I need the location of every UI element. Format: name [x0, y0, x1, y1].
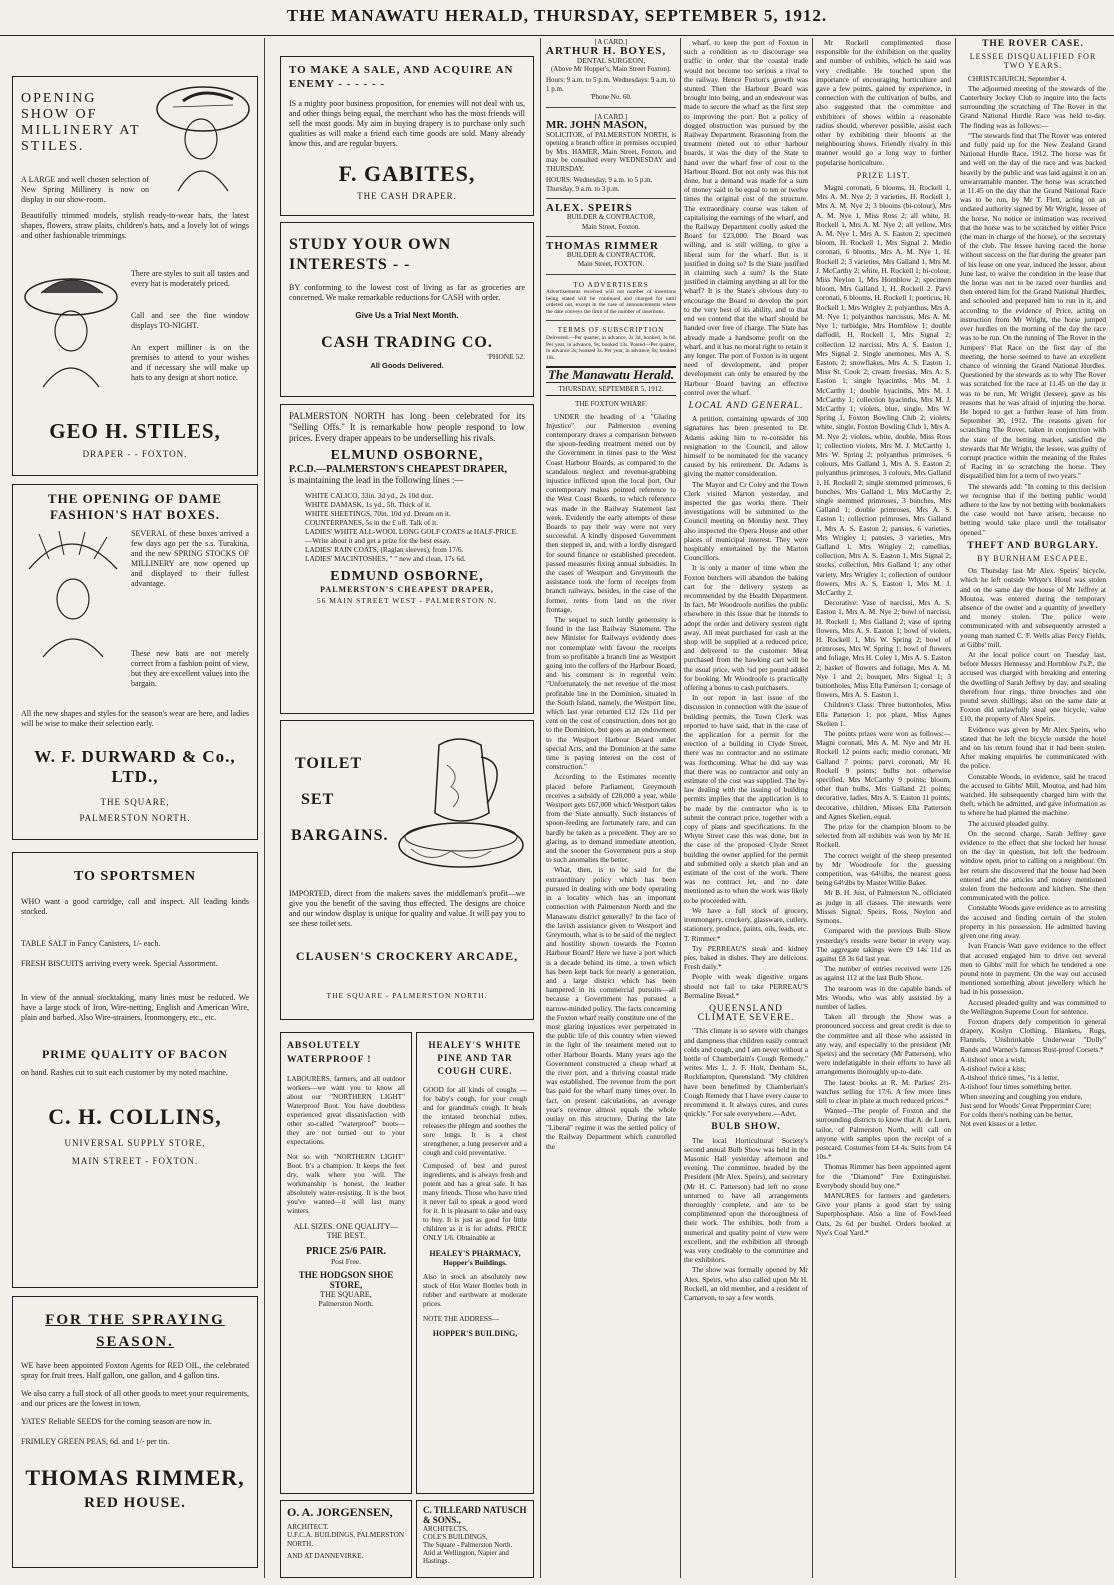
prize-paragraph: Children's Class: Three buttonholes, Miss Ella Patterson 1; pot plant, Miss Agnes Skelien 1.	[816, 700, 951, 728]
prize-paragraph: The correct weight of the sheep presented by Mr Woodroofe for the guessing competition, was 64¼lbs, the nearest guess being 64½lbs by Master Willie Baker.	[816, 850, 951, 888]
local-paragraph: The Mayor and Cr Coley and the Town Clerk visited Marton yesterday, and inspected the gas works there. Their investigations will be submitted to the Council meeting on Monday next. They also inspected the Opera House and other places of municipal interest. They were hospitably entertained by the Marton Councillors.	[684, 479, 808, 563]
osborne-name-2: EDMUND OSBORNE,	[330, 569, 484, 584]
toilet-heading-2: SET	[301, 791, 335, 808]
collins-text-2: TABLE SALT in Fancy Canisters, 1/- each.	[21, 939, 161, 948]
theft-paragraph: Ivan Francis Watt gave evidence to the effect that accused engaged him to drive out several men to Gibbs' mill for which he tendered a one pound note in payment. On the way out accused mentioned something about jewellery which he had in his possession.	[960, 941, 1106, 997]
healey-text-3: Also in stock an absolutely new stock of Hot Water Bottles both in rubber and earthware at moderate prices.	[423, 1273, 527, 1308]
collins-advert	[12, 852, 258, 1288]
theft-verse-line: Just send for Woods' Great Peppermint Cure;	[960, 1100, 1092, 1110]
spraying-text-4: FRIMLEY GREEN PEAS, 6d. and 1/- per tin.	[21, 1437, 170, 1446]
osborne-item: WHITE DAMASK, 1s yd., 5ft. Thick of it.	[305, 500, 431, 509]
durward-heading: THE OPENING OF DAME FASHION'S HAT BOXES.	[47, 491, 223, 522]
durward-text-3: All the new shapes and styles for the season's wear are here, and ladies will be wise to make their selection early.	[21, 709, 249, 728]
theft-paragraph: Constable Woods gave evidence as to arresting the accused and finding certain of the stolen property in his possession. He admitted having given one ring away.	[960, 903, 1106, 941]
toilet-heading-3: BARGAINS.	[291, 827, 389, 844]
hodgson-price: PRICE 25/6 PAIR.	[305, 1246, 387, 1257]
hodgson-sub-1: THE SQUARE,	[320, 1290, 372, 1299]
speirs-address: Main Street, Foxton.	[582, 222, 640, 231]
hodgson-post: Post Free.	[331, 1257, 361, 1266]
rover-heading: THE ROVER CASE.	[982, 39, 1084, 49]
collins-text-4: In view of the annual stocktaking, many lines must be reduced. We have a large stock of Iron, Wire-netting, English and American Wire, plain and barbed. Also Wire-strainers, Ironmongery, etc., etc.	[21, 993, 249, 1022]
local-paragraph: Try PERREAU'S steak and kidney pies, baked in dishes. They are delicious. Fresh daily.*	[684, 943, 808, 972]
rimmer-builder-address: Main Street, FOXTON.	[577, 260, 645, 269]
stiles-name: GEO H. STILES,	[49, 419, 221, 443]
stiles-text-1: A LARGE and well chosen selection of New Spring Millinery is now on display in our show-room.	[21, 175, 149, 204]
durward-advert	[12, 484, 258, 840]
prize-paragraph: The latest books at R. M. Parkes' 2½- watches selling for 17/6. A few more lines still to clear in plate at much reduced prices.*	[816, 1077, 951, 1105]
theft-heading: THEFT AND BURGLARY.	[967, 540, 1099, 551]
osborne-item: LADIES' RAIN COATS, (Raglan sleeves), from 17/6.	[305, 545, 464, 554]
feathered-hat-illustration	[19, 529, 123, 659]
theft-paragraph: On Thursday last Mr Alex. Speirs' bicycle, which he left outside Whyte's Hotel was stolen and on the same day the house of Mr Jeffrey at Moutoa, was entered during the temporary absence of the owner and a quantity of jewellery and money stolen. The police were communicated with and subsequently arrested a young man named C. F. Wells alias Percy Fields, at Gibbs' mill.	[960, 566, 1106, 649]
prize-paragraph: Mr B. H. Just, of Palmerston N., officiated as judge in all classes. The stewards were Misses Signal, Speirs, Ross, Neylon and Symons.	[816, 888, 951, 926]
jorgensen-address-2: AND AT DANNEVIRKE.	[287, 1552, 364, 1560]
hodgson-text-1: LABOURERS, farmers, and all outdoor workers—we want you to know all about our "NORTHERN LIGHT" Waterproof Boot. You have doubtless experienced great dissatisfaction with other so-called "waterproof" boots—they are not turned out to your expectations.	[287, 1075, 405, 1146]
clausen-text: IMPORTED, direct from the makers saves the middleman's profit—we give you the benefit of the saving thus effected. The designs are choice and our window display is unique for quality and value. It will pay you to see these toilet sets.	[289, 889, 525, 928]
osborne-item: WHITE SHEETINGS, 70in. 10d yd. Dream on it.	[305, 509, 451, 518]
theft-verse-line: A-tishoo! thrice times, "is a letter,	[960, 1073, 1059, 1083]
healey-note: NOTE THE ADDRESS—	[423, 1315, 500, 1323]
lady-portrait-illustration	[153, 81, 253, 201]
rimmer-name: THOMAS RIMMER,	[25, 1465, 245, 1490]
theft-verse-line: A-tishoo! four times something better.	[960, 1082, 1072, 1092]
stiles-advert	[12, 76, 258, 476]
bulb-paragraph: The local Horticultural Society's second annual Bulb Show was held in the Masonic Hall yesterday afternoon and evening. The committee, headed by the President (Mr Alex. Speirs), and secretary (Mr H. C. Patterson) had left no stone unturned to have all arrangements thoroughly complete, and are to be complimented upon the thoroughness of their work. The exhibits, both from a numerical and quality point of view were excellent, and the exhibition all through was very creditable to the committee and the exhibitors.	[684, 1135, 808, 1265]
cash-trading-phone: 'PHONE 52.	[487, 352, 525, 361]
column-rule	[540, 38, 541, 1578]
healey-text-1: GOOD for all kinds of coughs — for baby's cough, for your cough and for grandma's cough. It heals the irritated bronchial tubes, releases the phlegm and soothes the sore lungs. It is a chest strengthener, a lung preserver and a cough and cold preventative.	[423, 1086, 527, 1157]
boyes-address: (Above Mr Hopper's, Main Street Foxton).	[550, 64, 672, 73]
bulb-continued: Mr Rockell complimented those responsible for the exhibition on the quality and number of exhibits, which he said was very creditable. He touched upon the importance of encouraging horticulture and gave a few points, gained by experience, in connection with the cultivation of bulbs, and also suggested that the committee and exhibitors of shows within a reasonable radius should, wherever possible, assist each other by exhibiting their blooms at the neighbouring shows. Friendly rivalry in this manner would go a long way to further popularise horticulture.	[816, 38, 951, 167]
prize-paragraph: The points prizes were won as follows:—Magni coronati, Mrs A. M. Nye and Mr H. Rockell 12 points each; medio coronati, Mr Galland 7 points; parvi coronati, Mr H. Rockell 9 points; bulbs not otherwise specified, Mrs McCarthy 9 points; bloom, other than bulbs, Mrs Galland 21 points; decorative, ladies, Mrs A. S. Easton 11 points; decorative, children, Misses Ella Patterson and Agnes Skelien, equal.	[816, 729, 951, 821]
hat-illustration	[21, 269, 121, 389]
local-paragraph: People with weak digestive organs should not fail to take PERREAU'S Bermaline Bread.*	[684, 972, 808, 1000]
healey-heading: HEALEY'S WHITE PINE AND TAR COUGH CURE.	[428, 1040, 522, 1076]
natusch-advert	[416, 1500, 534, 1578]
natusch-address-2: The Square - Palmerston North.	[423, 1541, 513, 1549]
osborne-lead: is maintaining the lead in the following lines :—	[289, 475, 464, 485]
durward-sub-2: PALMERSTON NORTH.	[79, 813, 191, 823]
prize-paragraph: The number of entries received were 126 as against 112 at the last Bulb Show.	[816, 964, 951, 983]
prize-paragraph: The prize for the champion bloom to be selected from all exhibits was won by Mr H. Rockell.	[816, 822, 951, 850]
column-4	[684, 38, 808, 1578]
cash-trading-advert	[280, 222, 534, 397]
mason-name: MR. JOHN MASON,	[546, 119, 647, 132]
osborne-address: 56 MAIN STREET WEST - PALMERSTON N.	[316, 596, 498, 605]
natusch-name: C. TILLEARD NATUSCH & SONS.,	[423, 1505, 527, 1525]
queensland-paragraph: "This climate is so severe with changes and dampness that children easily contract colds and cough, and I am never without a bottle of Chamberlain's Cough Remedy," writes Mrs L. J. F. Holt, Denham St., Rockhampton, Queensland. "My children have been benefitted by Chamberlain's Cough Remedy that I have every cause to recommend it. It always cures, and cures quickly." For sale everywhere.—Advt.	[684, 1026, 808, 1119]
card-label: [A CARD.]	[594, 38, 628, 46]
stiles-text-3: There are styles to suit all tastes and every hat is moderately priced.	[131, 269, 249, 288]
wharf-paragraph: The sequel to such lordly generosity is found in the last Railway Statement. The new Minister for Railways evidently does not contemplate with favour the receipts from so profitable a branch line as Westport going into the coffers of the Harbour Board, and his comment is in regretful vein: "Unfortunately the net revenue of the most profitable line in the Dominion, situated in the South Island, namely, the Westport line, which last year returned £12 12s 11d per cent on the cost of construction, does not go to the Dominion, but goes as an endowment to the Westport Harbour Board under special Acts, and the Dominion at the same time is paying interest on the cost of construction."	[546, 615, 676, 772]
osborne-tag-2: PALMERSTON'S CHEAPEST DRAPER,	[320, 585, 494, 594]
collins-text-6: on hand. Rashes cut to suit each customer by my noted machine.	[21, 1068, 228, 1077]
rimmer-builder-title: BUILDER & CONTRACTOR,	[566, 251, 656, 260]
natusch-address: COLE'S BUILDINGS,	[423, 1533, 488, 1541]
osborne-item: LADIES' WHITE ALL-WOOL LONG GOLF COATS at HALF-PRICE.—Write about it and get a prize for the best essay.	[305, 527, 518, 545]
collins-text-5: PRIME QUALITY OF BACON	[41, 1047, 229, 1061]
healey-sub: Hopper's Buildings.	[443, 1258, 507, 1267]
rover-paragraph: The adjourned meeting of the stewards of the Canterbury Jockey Club to inquire into the facts surrounding the scratching of The Rover in the Grand National Hurdle Race was held to-day. The finding was as follows:—	[960, 83, 1106, 130]
wharf-paragraph: What, then, is to be said for the extraordinary policy which has been pursued in dealing with one body operating in a locality which has an important connection with Palmerston North and the Manawatu district generally? In the face of the lavish assistance given to Westport and Greymouth, what is to be said of the neglect and hostility shown towards the Foxton Harbour Board? Here we have a port which is a decade behind its time, a town which has been kept back for nearly a generation, and a large district which has been hampered in its commercial pursuits—all because a Government has pursued a narrow-minded policy. The facts concerning the Foxton wharf really constitute one of the most glaring injustices ever perpetrated in the public life of this country when viewed in the light of the treatment meted out to other Harbour Boards. Many years ago the Government constructed a cheap wharf at the river port, and a thriving coastal trade was established. The revenue from the port has paid for the wharf many times over. In fact, on present calculations, an average year's revenue almost equals the whole outlay on this structure. During the late "Liberal" regime it was the settled policy of the Railway Department which controlled the	[546, 865, 676, 1151]
jorgensen-sub: ARCHITECT.	[287, 1523, 329, 1531]
osborne-text: PALMERSTON NORTH has long been celebrated for its "Selling Offs." It is remarkable how people respond to low prices. Every draper appears to be underselling his rivals.	[289, 411, 525, 443]
local-paragraph: It is only a matter of time when the Foxton butchers will abandon the baking cart for the delivery system as recommended by the Health Department. In fact, Mr Woodroofe notifies the public elsewhere in this issue that he intends to adopt the order and delivery system right away. All meat purchased for cash at the shop will be supplied at a reduced price, and delivered to the customer. Meat purchased from the hawking cart will be the usual price, with ¼d per pound added for booking. Mr Woodroofe is practically offering a bonus to cash purchasers.	[684, 563, 808, 693]
bulb-paragraph: The show was formally opened by Mr Alex. Speirs, who also called upon Mr H. Rockell, an old member, and a resident of Carnarvon, to say a few words.	[684, 1265, 808, 1303]
hodgson-sub-2: Palmerston North.	[318, 1299, 374, 1308]
prize-paragraph: Compared with the previous Bulb Show yesterday's results were better in every way. The aggregate takings were £9 14s 11d as against £8 3s 6d last year.	[816, 926, 951, 963]
column-rule	[955, 38, 956, 1578]
rover-paragraph: "The stewards find that The Rover was entered and fully paid up for the New Zealand Grand National Hurdle Race, 1912. The horse was fit and well on the day of the race and was backed heavily by the public and was laid against it on an unwarrantable manner. The horse was scratched at 11.45 on the day that the Grand National Race was to be run, by Mr T. Flett, acting on an undated authority signed by Mr Wright, lessee of the horse. No notice or intimation was received that the horse was to be scratched by either Price (the man in charge of the horse), or the secretary of the club. The lessee having raced the horse without success on the flat during the greater part of his lease on one year, induced the lessor, about June last, to waive the condition in the lease that the horse was not to be raced over hurdles and then entered him for the Grand National Hurdles, and schooled and prepared him to run in it, and according to the evidence of Price, acting on instruction from Mr Wright, the horse jumped over hurdles on the morning of the day the race was to be run. On the running of The Rover in the Jumpers' Flat Race on the first day of the meeting, the horse seemed to have an excellent chance of winning the Grand National Hurdles. Questioned by the stewards as to why The Rover was scratched for the race at 11.45 on the day it was to be run, Mr Wright (lessee), gave as his reasons that he was afraid of injuring the horse. He hoped to get a further lease of him from September 30, 1912. The reasons given for scratching The Rover, taken in conjunction with the state of the betting market, satisfied the stewards that Mr Wright, the lessee, was guilty of corrupt practice within the meaning of the Rules of Racing in so scratching the horse. They disqualified him for a term of two years."	[960, 130, 1106, 481]
natusch-address-3: And at Wellington, Napier and Hastings.	[423, 1549, 509, 1565]
spraying-text-2: We also carry a full stock of all other goods to meet your requirements, and our prices are the lowest in town.	[21, 1389, 249, 1408]
jorgensen-address: U.F.C.A. BUILDINGS, PALMERSTON NORTH.	[287, 1531, 405, 1548]
theft-verse-line: Not even kisses or a letter.	[960, 1119, 1038, 1129]
column-3	[546, 38, 676, 1578]
cash-trading-foot: All Goods Delivered.	[370, 361, 444, 370]
prize-heading: PRIZE LIST.	[856, 170, 911, 180]
collins-name: C. H. COLLINS,	[48, 1104, 222, 1129]
collins-sub-1: UNIVERSAL SUPPLY STORE,	[64, 1138, 206, 1148]
mason-hours: HOURS: Wednesday, 9 a.m. to 5 p.m. Thursday, 9 a.m. to 3 p.m.	[546, 176, 653, 193]
osborne-item-list	[305, 491, 525, 563]
prize-paragraph: Decorative: Vase of narcissi, Mrs A. S. Easton 1, Mrs A. M. Nye 2; bowl of narcissi, H. Rockell 1, Mrs Galland 2; vase of spring flowers, Mrs A. S. Easton 1; bowl of violets, H. Rockell 1, Mrs W. Spring 2; bowl of primroses, Mrs W. Spring 1; bowl of flowers and foliage, Mrs H. Coley 1, Mrs A. S. Easton 2; basket of flowers and foliage, Mrs A. M. Nye 1 and 2; bouquet, Mrs Signal 1; 3 buttonholes, Miss Ella Patterson 1; corsage of flowers, Mrs A. S. Easton 1.	[816, 598, 951, 700]
column-rule	[264, 38, 265, 1578]
durward-sub-1: THE SQUARE,	[100, 797, 170, 807]
theft-verse-line: When sneezing and coughing you endure,	[960, 1091, 1083, 1101]
prize-paragraph: The tearoom was in the capable hands of Mrs Woods, who was ably assisted by a number of ladies.	[816, 983, 951, 1011]
boyes-name: ARTHUR H. BOYES,	[546, 44, 667, 57]
jorgensen-advert	[280, 1500, 412, 1578]
rover-subheading: LESSEE DISQUALIFIED FOR TWO YEARS.	[969, 52, 1097, 71]
cash-trading-heading: STUDY YOUR OWN INTERESTS - -	[289, 236, 452, 273]
queensland-heading: QUEENSLAND CLIMATE SEVERE.	[697, 1003, 795, 1024]
collins-sub-2: MAIN STREET - FOXTON.	[71, 1156, 199, 1166]
wharf-paragraph: According to the Estimates recently placed before Parliament, Greymouth receives a subsidy of £20,000 a year, while Westport gets £67,000 which Westport takes from the State annually. Such instances of spoon-feeding are fortunately rare, and can hardly be taken as a precedent. They are so glaring, as to demand immediate attention, and the sooner the Government puts a stop to such anomalies the better.	[546, 772, 676, 865]
hodgson-advert	[280, 1032, 412, 1494]
osborne-tag: P.C.D.—PALMERSTON'S CHEAPEST DRAPER,	[289, 464, 507, 475]
advertisers-text: Advertisements received will not number of insertions being stated will be continued and charged for until ordered out, except in the case of announcements where the date conveys the limit of the number of insertions.	[546, 289, 676, 315]
subscription-heading: TERMS OF SUBSCRIPTION	[557, 326, 665, 335]
spraying-text-1: WE have been appointed Foxton Agents for RED OIL, the celebrated spray for fruit trees. Half gallon, one gallon, and 4 gallon tins.	[21, 1361, 249, 1380]
theft-paragraph: On the second charge, Sarah Jeffrey gave evidence to the effect that she locked her house on the day in question, but left the bedroom window open, prior to calling on a neighbour. On her return she discovered that the house had been entered and the articles and money mentioned stolen from the bedroom and kitchen. She then communicated with the police.	[960, 828, 1106, 903]
boyes-phone: 'Phone No. 60.	[590, 93, 632, 102]
gabites-text: IS a mighty poor business proposition, for enemies will not deal with us, and other things being equal, the merchant who has the most friends will sell the most goods. My aim in buying drapery is to purchase only such qualities as will make a friend each time goods are sold. Many already know this, and are regular buyers.	[289, 99, 525, 148]
durward-text-2: These new hats are not merely correct from a fashion point of view, but they are excellent values into the bargain.	[131, 649, 249, 688]
jorgensen-name: O. A. JORGENSEN,	[287, 1505, 393, 1519]
stiles-text-5: An expert milliner is on the premises to attend to your wishes and if necessary she will make up hats to any design at short notice.	[131, 343, 249, 382]
hodgson-text-2: Not so with "NORTHERN LIGHT" Boot. It's a champion. It keeps the feet dry, walk where you will. The workmanship is honest, the leather absolutely water-resisting. It is the boot you've wanted—it will last many winters.	[287, 1153, 405, 1215]
paper-date: THURSDAY, SEPTEMBER 5, 1912.	[558, 384, 664, 393]
durward-name: W. F. DURWARD & Co., LTD.,	[34, 747, 236, 786]
osborne-item: LADIES' MACINTOSHES, " " new and clean, 17s 6d.	[305, 554, 466, 563]
bulb-heading: BULB SHOW.	[711, 1122, 781, 1133]
rimmer-builder-name: THOMAS RIMMER	[546, 240, 659, 253]
collins-text-1: WHO want a good cartridge, call and inspect. All leading kinds stocked.	[21, 897, 249, 916]
column-rule	[812, 38, 813, 1578]
clausen-address: THE SQUARE - PALMERSTON NORTH.	[326, 991, 488, 1000]
theft-subheading: BY BURNHAM ESCAPEE.	[977, 553, 1089, 563]
gabites-heading: TO MAKE A SALE, AND ACQUIRE AN ENEMY - - - - - -	[289, 64, 514, 90]
collins-text-3: FRESH BISCUITS arriving every week. Special Assortment.	[21, 959, 218, 968]
local-paragraph: A petition, containing upwards of 300 signatures has been presented to Dr. Adams asking him to re-consider his resignation to the Council, and allow himself to be nominated for the vacancy caused by his retirement. Dr. Adams is giving the matter consideration.	[684, 414, 808, 479]
toilet-heading-1: TOILET	[295, 755, 363, 772]
spraying-text-3: YATES' Reliable SEEDS for the coming season are now in.	[21, 1417, 212, 1426]
clausen-name: CLAUSEN'S CROCKERY ARCADE,	[295, 949, 519, 963]
wharf-continued: wharf, to keep the port of Foxton in such a condition as to discourage sea traffic in order that the coastal trade would not become too serious a rival to the railway. Hence Foxton's growth was stunted. Then the Harbour Board was brought into being, and an endeavour was made to secure the wharf as the first step to improving the port. But a policy of dogged obstruction was pursued by the Railway Department. Reasoning from the treatment meted out to other harbour boards, it was the duty of the State to hand over the wharf free of cost to the Harbour Board. But not only was this not done, but a demand was made for a sum of money said to be equal to ten or twelve times the original cost of the structure. The extraordinary course was taken of capitalising the earnings of the wharf, and the Railway Department coolly asked the Board for £23,000. The Board was willing, and is still willing, to give a liberal sum for the wharf. But is it justified in doing so? Is the State justified in claiming such a sum? Is the State justified in claiming anything at all for the wharf? It is the State's obvious duty to encourage the Board to develop the port to the very best of its ability, and to that end we contend that the wharf should be handed over free of charge. The State has already made a handsome profit on the wharf, and it has no moral right to retain it any longer. The port of Foxton is in urgent need of development, and proper development can only be ensured by the Harbour Board having an effective control over the wharf.	[684, 38, 808, 397]
stiles-text-2: Beautifully trimmed models, stylish ready-to-wear hats, the latest shapes, flowers, straw plaits, children's hats, and a lovely lot of wings and other fashionable trimmings.	[21, 211, 249, 240]
prize-paragraph: MANURES for farmers and gardeners. Give your plants a good start by using Superphosphate. Also a line of Fowl-feed Oats, 2s 6d per bushel. Orders booked at Nye's Coal Yard.*	[816, 1190, 951, 1237]
speirs-title: BUILDER & CONTRACTOR,	[566, 213, 656, 222]
advertisers-heading: TO ADVERTISERS	[573, 279, 649, 289]
boyes-hours: Hours: 9 a.m. to 5 p.m. Wednesdays: 9 a.m. to 1 p.m.	[546, 76, 676, 93]
gabites-advert	[280, 56, 534, 216]
prize-paragraph: Thomas Rimmer has been appointed agent for the "Diamond" Fire Extinguisher. Everybody should buy one.*	[816, 1162, 951, 1190]
stiles-text-4: Call and see the fine window displays TO-NIGHT.	[131, 311, 249, 330]
boyes-title: DENTAL SURGEON,	[576, 55, 646, 65]
cash-trading-name: CASH TRADING CO.	[321, 334, 493, 351]
osborne-advert	[280, 404, 534, 714]
theft-paragraph: The accused pleaded guilty.	[968, 818, 1049, 828]
stiles-sub: DRAPER - - FOXTON.	[82, 449, 188, 459]
durward-text-1: SEVERAL of these boxes arrived a few days ago per the s.s. Turakina, and the new SPRING STOCKS OF MILLINERY are now opened up and displayed to their fullest advantage.	[131, 529, 249, 588]
cash-trading-cta: Give Us a Trial Next Month.	[355, 311, 459, 320]
theft-paragraph: Foxton drapers defy competition in general drapery, Koslyn Clothing, Blankets, Rugs, Flannels, Unshrinkable Underwear "Dolly" Bands and Warner's famous Rust-proof Corsets.*	[960, 1016, 1106, 1054]
column-5	[816, 38, 951, 1578]
rimmer-sub: RED HOUSE.	[84, 1495, 186, 1511]
wharf-paragraph: UNDER the heading of a "Glaring Injustice" our Palmerston evening contemporary draws a comparison between the spoon-feeding treatment meted out by the Government in times past to the West Coast Harbour Boards, as compared to the scandalous neglect and revenue-grabbing injustice inflicted upon the local port. Our contemporary makes pointed reference to the West Coast Boards, to which reference was made in the Railway Statement last week. Evidently the early attempts of these Boards to pay their way were not very successful. A kindly disposed Government then stepped in, and, with a lordly disregard for sound finance or established precedent, passed measures fixing annual subsidies. In the cases of Westport and Greymouth the assistance took the form of receipts from branch railways, besides, in the case of the former, rents from land on the river frontage.	[546, 411, 676, 614]
masthead: THE MANAWATU HERALD, THURSDAY, SEPTEMBER 5, 1912.	[0, 0, 1114, 36]
rover-paragraph: CHRISTCHURCH, September 4.	[968, 73, 1067, 83]
card-label: [A CARD.]	[594, 112, 628, 121]
subscription-text: Delivered.—Per quarter, in advance, 2s 3d, booked, 3s 6d. Per year, in advance, 9s; booked 13s. Posted—Per quarter, in advance 2s; booked 3s. Per year, in advance, 8s; booked 10s.	[546, 335, 676, 361]
wharf-heading: THE FOXTON WHARF.	[575, 400, 647, 409]
mason-text: SOLICITOR, of PALMERSTON NORTH, is opening a branch office in premises occupied by Mrs. HAMER, Main Street, Foxton, and may be consulted every WEDNESDAY and THURSDAY.	[546, 130, 676, 173]
natusch-sub: ARCHITECTS,	[423, 1525, 468, 1533]
theft-verse-line: A-tishoo! twice a kiss;	[960, 1063, 1026, 1073]
gabites-sub: THE CASH DRAPER.	[357, 191, 457, 201]
clausen-advert	[280, 720, 534, 1020]
theft-paragraph: Evidence was given by Mr Alex Speirs, who stated that he left the bicycle outside the hotel and on his return found that it had been stolen. After making enquiries he communicated with the police.	[960, 724, 1106, 771]
prize-paragraph: Taken all through the Show was a pronounced success and great credit is due to the committee and all those who assisted in any way, and especially to the president (Mr Speirs) and the secretary (Mr Patterson), who were indefatigable in their efforts to have all arrangements thoroughly up-to-date.	[816, 1012, 951, 1077]
theft-paragraph: At the local police court on Tuesday last, before Messrs Hennessy and Hornblow J's.P., the accused was charged with breaking and entering the dwelling of Sarah Jeffrey by day, and stealing therefrom four rings, three brooches and one pound seven shillings; also on the same date at Foxton did unlawfully steal one bicycle, value £10, the property of Alex Speirs.	[960, 650, 1106, 724]
hodgson-name: THE HODGSON SHOE STORE,	[298, 1270, 394, 1290]
jug-and-basin-illustration	[391, 725, 527, 885]
prize-paragraph: Magni coronati, 6 blooms, H. Rockell 1, Mrs A. M. Nye 2; 3 varieties, H. Rockell 1, Mrs A. M. Nye 2; 3 blooms (bi-colour), Mrs A. M. Nye 1, Miss Ross 2; all white, H. Rockell 1, Mrs A. M. Nye 2; all yellow, Mrs A. M. Nye 1, Mrs A. S. Easton 2; specimen bloom, H. Rockell 1, Mrs Signal 2. Medio coronati, 6 blooms, Mrs A. M. Nye 1, H. Rockell 2; 3 varieties, Mrs Galland 1, Mrs M. J. McCarthy 2; white, H. Rockell 1; bi-colour, Miss Neylon 1, Mrs Hornblow 2; specimen bloom, Mrs Galland 1, H. Rockell 2. Parvi coronati, 6 blooms, H. Rockell 1; poeticus, H. Rockell 1, Mrs Wrigley 2; polyanthus, Mrs A. M. Nye 1; polyanthus narcissus, Mrs A. M. Nye 1; turbidgie, Mrs Hornblow 1; double daffodil, H. Rockell 1, Mrs Signal 2; collection 12 narcissi, Mrs A. S. Easton 1, Mrs Signal 2. Single anemones, Mrs A. S. Easton, 2; snowflakes, Mrs A. S. Easton 1, Miss St. Cook 2; cream freesias, Mrs A. S. Easton 1; single hyacinths, Mrs M. J. McCarthy 1; double hyacinths, Mrs M. J. McCarthy 1; collection hyacinths, Mrs M. J. McCarthy 1; violets, blue, single, Mrs W. Spring 1, Foxton Bowling Club 2; violets, white, single, Foxton Bowling Club 1, Mrs A. M. Nye 2; violets, white, double, Miss Ross 1; collection violets, Mrs M. J. McCarthy 1, Mrs W. Spring 2; polyanthus primroses, 6 colours, Mrs Galland 1, Mrs A. S. Easton 2; polyanthus primroses, 3 colours, Mrs Galland 1, H. Rockell 2; single stemmed primroses, 6 bunches, Mrs Galland 1, Mrs McCarthy 2; single stemmed primroses, 3 bunches, Mrs Galland 1; double primroses, Mrs A. S. Easton 1; collection primroses, Mrs Galland 1, Mrs A. S. Easton 2; pansies, 6 varieties, Mrs Wrigley 1; pansies, 3 varieties, Mrs Galland 1, Mrs Wrigley 2; camellias, collection, Mrs A. S. Easton 1, Mrs Signal 2; stocks, collection, Mrs Galland 1; any other variety, Mrs Wrigley 1; collection of outdoor flowers, Mrs A. S. Easton 1, Mrs M. J. McCarthy 2.	[816, 183, 951, 597]
paper-title: The Manawatu Herald.	[547, 367, 675, 383]
healey-text-2: Composed of best and purest ingredients, and is always fresh and potent and has a great sale. It has many friends. Those who have tried it never fail to speak a good word for it. It is pleasant to take and easy to buy. It is just as good for little children as it is for adults. PRICE ONLY 1/6. Obtainable at	[423, 1162, 527, 1242]
local-paragraph: In our report in last issue of the discussion in connection with the issue of building permits, the Town Clerk was reported to have said, that in the case of the application for a permit for the erection of a building in Clyde Street, there was no contractor and no estimate was forthcoming. What he did say was that there was no contractor and only an estimate of the cost was supplied. The by-law dealing with the issuing of building permits implies that the application is to be made by the contractor who is to submit the contract price, together with a copy of plans and specifications. In the Whyte Street case this was done, but in the case of the proposed Clyde Street building the owner applied for the permit and submitted only a sketch plan and an estimate of the cost of the work. There was no contract let, and no date mentioned as to when the work was likely to be proceeded with.	[684, 693, 808, 905]
prize-paragraph: Wanted—The people of Foxton and the surrounding districts to know that A. de Luen, tailor, of Palmerston North, will call on anyone with samples upon the receipt of a postcard. Costumes from £4 4s. Suits from £4 10s.*	[816, 1106, 951, 1162]
collins-heading: TO SPORTSMEN	[73, 869, 197, 884]
gabites-name: F. GABITES,	[338, 161, 476, 186]
healey-advert	[416, 1032, 534, 1494]
osborne-item: WHITE CALICO, 33in. 3d yd., 2s 10d doz.	[305, 491, 434, 500]
stiles-heading: OPENING SHOW OF MILLINERY AT STILES.	[21, 91, 141, 154]
osborne-name: ELMUND OSBORNE,	[330, 448, 484, 463]
column-rule	[680, 38, 681, 1578]
local-paragraph: We have a full stock of grocery, ironmongery, crockery, glassware, cutlery, stationery, produce, paints, oils, leads, etc. T. Rimmer.*	[684, 905, 808, 943]
healey-address: HOPPER'S BUILDING,	[432, 1329, 518, 1338]
cash-trading-text: BY conforming to the lowest cost of living as far as groceries are concerned. We make remarkable reductions for CASH with order.	[289, 283, 525, 302]
hodgson-sizes: ALL SIZES. ONE QUALITY—THE BEST.	[293, 1222, 399, 1240]
theft-verse-line: For colds there's nothing can be better,	[960, 1109, 1073, 1119]
theft-verse-line: A-tishoo! once a wish,	[960, 1054, 1027, 1064]
speirs-name: ALEX. SPEIRS	[546, 202, 633, 215]
rimmer-spraying-advert	[12, 1296, 258, 1568]
local-heading: LOCAL AND GENERAL.	[688, 400, 804, 411]
rover-paragraph: The stewards add: "In coming to this decision we recognise that if the betting public would adhere to the law by not betting with bookmakers the case would not have arisen, because no betting would take place until the totalisator opened."	[960, 481, 1106, 537]
hodgson-heading: ABSOLUTELY WATERPROOF !	[287, 1041, 372, 1065]
column-6	[960, 38, 1106, 1578]
healey-name: HEALEY'S PHARMACY,	[429, 1249, 521, 1258]
osborne-item: COUNTERPANES, 5s in the £ off. Talk of it.	[305, 518, 438, 527]
spraying-heading: FOR THE SPRAYING SEASON.	[45, 1312, 225, 1350]
theft-paragraph: Accused pleaded guilty and was committed to the Wellington Supreme Court for sentence.	[960, 997, 1106, 1016]
theft-paragraph: Constable Woods, in evidence, said he traced the accused to Gibbs' Mill, Moutoa, and had him watched. He subsequently charged him with the theft, which he admitted, and gave information as to where he had planted the machine.	[960, 771, 1106, 818]
